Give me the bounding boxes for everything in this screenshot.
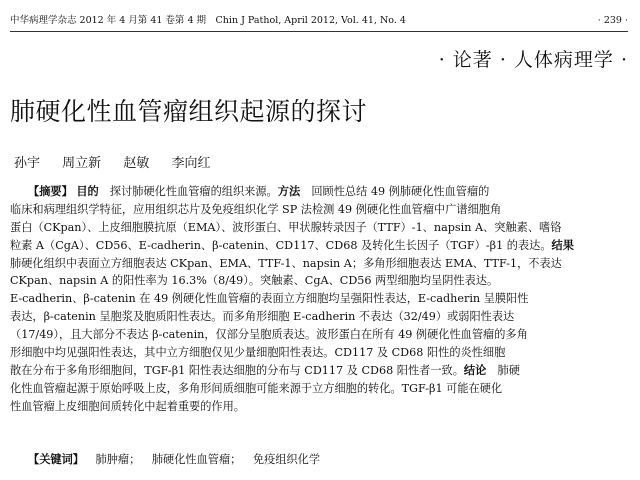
abstract-line: CKpan、napsin A 的阳性率为 16.3%（8/49）。突触素、CgA、CD56 两型细胞均呈阴性表达。 (10, 274, 499, 288)
author: 赵敏 (123, 156, 150, 171)
header-rule (10, 31, 628, 32)
abstract-line: 临床和病理组织学特征，应用组织芯片及免疫组织化学 SP 法检测 49 例硬化性血管瘤中广谱细胞角 (10, 202, 502, 216)
abstract-line (10, 183, 628, 201)
conclusion-text: 肺硬 (497, 363, 520, 377)
abstract-line: 蛋白（CKpan）、上皮细胞膜抗原（EMA）、波形蛋白、甲状腺转录因子（TTF）-1、napsin A、突触素、嗜铬 (10, 220, 562, 234)
results-text: 散在分布于多角形细胞间，TGF-β1 阳性表达细胞的分布与 CD117 及 CD68 阳性者一致。 (10, 363, 464, 377)
abstract-line: 肺硬化组织中表面立方细胞表达 CKpan、EMA、TTF-1、napsin A；多角形细胞表达 EMA、TTF-1，不表达 (10, 256, 562, 270)
objective-text: 探讨肺硬化性血管瘤的组织来源。 (109, 185, 278, 198)
results-label: 结果 (551, 237, 574, 252)
author-list (14, 155, 228, 173)
journal-citation: 中华病理学杂志 2012 年 4 月第 41 卷第 4 期 Chin J Pathol, April 2012, Vol. 41, No. 4 (10, 15, 406, 26)
abstract-line: 化性血管瘤起源于原始呼吸上皮，多角形间质细胞可能来源于立方细胞的转化。TGF-β1 可能在硬化 (10, 381, 503, 395)
methods-text: 粒素 A（CgA）、CD56、E-cadherin、β-catenin、CD117、CD68 及转化生长因子（TGF）-β1 的表达。 (10, 238, 552, 252)
abstract-line (10, 362, 628, 380)
keyword: 肺硬化性血管瘤； (151, 453, 242, 466)
abstract (10, 183, 628, 416)
keywords (28, 450, 320, 469)
abstract-line: （17/49），且大部分不表达 β-catenin，仅部分呈胞质表达。波形蛋白在所有 49 例硬化性血管瘤的多角 (10, 328, 528, 342)
author: 孙宇 (14, 156, 41, 171)
abstract-line: E-cadherin、β-catenin 在 49 例硬化性血管瘤的表面立方细胞均呈强阳性表达，E-cadherin 呈膜阳性 (10, 292, 529, 306)
keyword: 免疫组织化学 (252, 453, 321, 466)
section-banner: · 论著 · 人体病理学 · (438, 49, 628, 71)
article-title: 肺硬化性血管瘤组织起源的探讨 (10, 97, 368, 126)
keyword: 肺肿瘤； (95, 453, 141, 466)
methods-text: 回顾性总结 49 例肺硬化性血管瘤的 (311, 185, 490, 198)
keywords-label: 【关键词】 (28, 452, 84, 466)
author: 周立新 (62, 156, 102, 171)
abstract-line (10, 237, 628, 255)
author: 李向红 (171, 156, 211, 171)
page-number: · 239 · (597, 15, 628, 26)
conclusion-label: 结论 (463, 362, 487, 377)
objective-label: 目的 (76, 184, 99, 198)
abstract-line: 性血管瘤上皮细胞间质转化中起着重要的作用。 (10, 399, 245, 413)
abstract-line: 形细胞中均见强阳性表达，其中立方细胞仅见少量细胞阳性表达。CD117 及 CD68 阳性的炎性细胞 (10, 346, 506, 360)
methods-label: 方法 (277, 184, 301, 198)
abstract-line: 表达，β-catenin 呈胞浆及胞质阳性表达。而多角形细胞 E-cadherin 不表达（32/49）或弱阳性表达 (10, 310, 515, 324)
abstract-label: 【摘要】 (28, 184, 73, 198)
